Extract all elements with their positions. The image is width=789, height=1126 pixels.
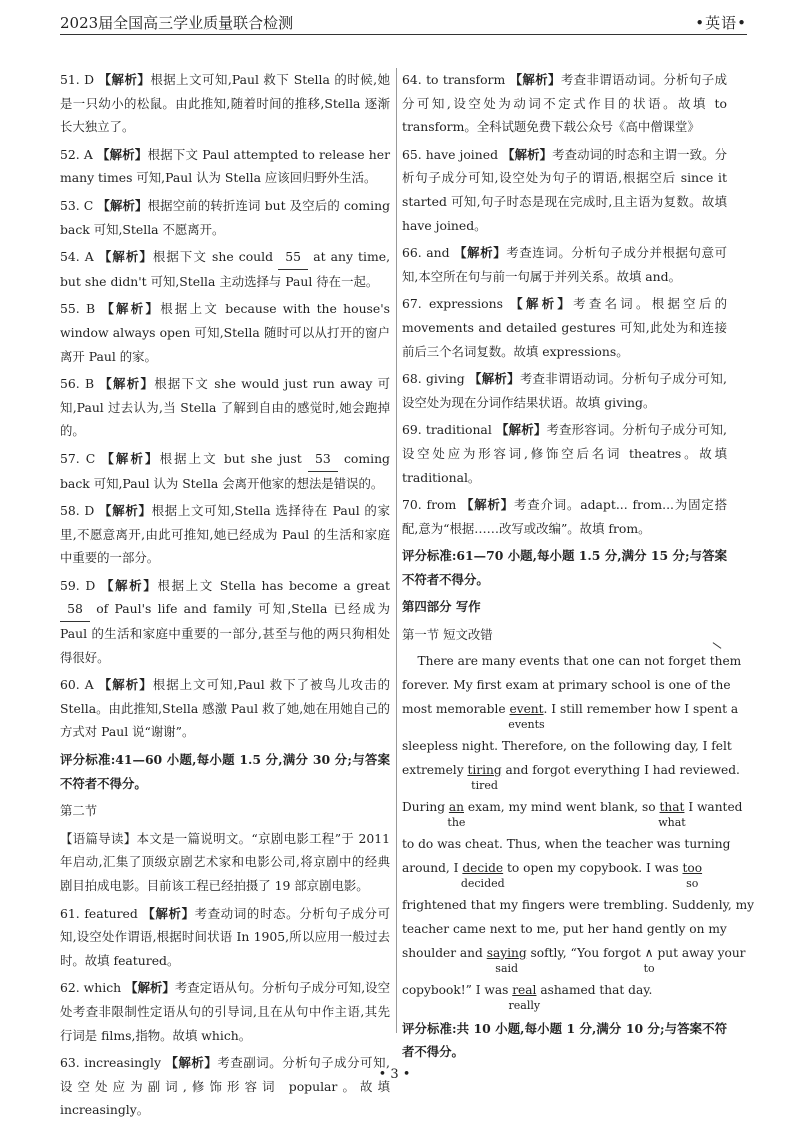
- correction: tiring tired: [467, 762, 502, 792]
- blank-ref: 53: [308, 447, 338, 472]
- correction: saying said: [486, 945, 527, 975]
- answer-58: 58. D 【解析】根据上文可知,Stella 选择待在 Paul 的家里,不愿意离开,由此可推知,她已经成为 Paul 的生活和家庭中重要的一部分。: [60, 503, 390, 566]
- essay-line: There are many events that one can not forget them: [402, 651, 727, 675]
- correction: too so: [682, 860, 703, 890]
- answer-68: 68. giving 【解析】考查非谓语动词。分析句子成分可知,设空处为现在分词作结果状语。故填 giving。: [402, 371, 727, 410]
- essay-line: shoulder and saying said softly, “You forgot ∧ to put away your: [402, 943, 727, 980]
- answer-64: 64. to transform 【解析】考查非谓语动词。分析句子成分可知,设空处为动词不定式作目的状语。故填 to transform。全科试题免费下载公众号《高中僧课堂》: [402, 72, 728, 135]
- error-correction-essay: [402, 651, 755, 1017]
- reading-guide: 【语篇导读】本文是一篇说明文。“京剧电影工程”于 2011 年启动,汇集了顶级京剧艺术家和电影公司,将京剧中的经典剧目拍成电影。目前该工程已经拍摄了 19 部京剧电影。: [60, 830, 390, 893]
- answer-60: 60. A 【解析】根据上文可知,Paul 救下了被鸟儿攻击的 Stella。由此推知,Stella 感激 Paul 救了她,她在用她自己的方式对 Paul 说“谢谢”。: [60, 677, 391, 740]
- left-column: [60, 68, 390, 1126]
- answer-65: 65. have joined 【解析】考查动词的时态和主谓一致。分析句子成分可知,设空处为句子的谓语,根据空后 since it started 可知,句子时态是现在完成时,且主语为复数。故填 have joined。: [402, 146, 728, 233]
- essay-line: copybook!” I was real really ashamed that day.: [402, 980, 727, 1017]
- score-standard-3: 评分标准:共 10 小题,每小题 1 分,满分 10 分;与答案不符者不得分。: [402, 1020, 727, 1060]
- essay-line: sleepless night. Therefore, on the following day, I felt: [402, 738, 732, 753]
- insertion: ∧ to: [643, 945, 655, 975]
- answer-63: 63. increasingly 【解析】考查副词。分析句子成分可知,设空处应为副词,修饰形容词 popular。故填 increasingly。: [60, 1055, 390, 1118]
- essay-line: most memorable event events . I still remember how I spent a: [402, 699, 727, 736]
- right-column: [402, 68, 755, 1068]
- essay-line: teacher came next to me, put her hand gently on my: [402, 921, 727, 936]
- correction: that what: [658, 799, 686, 829]
- deleted-word: them: [710, 651, 742, 671]
- answer-61: 61. featured 【解析】考查动词的时态。分析句子成分可知,设空处作谓语,根据时间状语 In 1905,所以应用一般过去时。故填 featured。: [60, 905, 390, 968]
- essay-line: around, I decide decided to open my copybook. I was too so: [402, 858, 727, 895]
- section-2-title: 第二节: [60, 803, 98, 819]
- score-standard-1: 评分标准:41—60 小题,每小题 1.5 分,满分 30 分;与答案不符者不得分。: [60, 752, 390, 791]
- answer-70: 70. from 【解析】考查介词。adapt... from...为固定搭配,意为“根据……改写或改编”。故填 from。: [402, 497, 727, 536]
- blank-ref: 55: [278, 245, 308, 270]
- correction: real really: [508, 982, 541, 1012]
- essay-line: During an the exam, my mind went blank, so that what I wanted: [402, 797, 727, 834]
- answer-54: 54. A 【解析】根据下文 she could 55 at any time, but she didn't 可知,Stella 主动选择与 Paul 待在一起。: [60, 245, 390, 293]
- exam-title: 2023届全国高三学业质量联合检测: [60, 14, 294, 32]
- part-4-title: 第四部分 写作: [402, 599, 481, 615]
- answer-69: 69. traditional 【解析】考查形容词。分析句子成分可知,设空处应为形容词,修饰空后名词 theatres。故填 traditional。: [402, 422, 727, 485]
- correction: decide decided: [460, 860, 505, 890]
- correction: event events: [508, 701, 545, 731]
- answer-56: 56. B 【解析】根据下文 she would just run away 可知,Paul 过去认为,当 Stella 了解到自由的感觉时,她会跑掉的。: [60, 376, 391, 439]
- subject-label: •英语•: [695, 14, 747, 32]
- answer-52: 52. A 【解析】根据下文 Paul attempted to release her many times 可知,Paul 认为 Stella 应该回归野外生活。: [60, 146, 391, 186]
- answer-51: 51. D 【解析】根据上文可知,Paul 救下 Stella 的时候,她是一只幼小的松鼠。由此推知,随着时间的推移,Stella 逐渐长大独立了。: [60, 72, 390, 135]
- page-header: [60, 8, 747, 35]
- essay-line: frightened that my fingers were trembling. Suddenly, my: [402, 897, 755, 912]
- essay-line: extremely tiring tired and forgot everything I had reviewed.: [402, 760, 727, 797]
- column-divider: [396, 68, 397, 1033]
- blank-ref: 58: [60, 597, 90, 622]
- score-standard-2: 评分标准:61—70 小题,每小题 1.5 分,满分 15 分;与答案不符者不得分。: [402, 548, 727, 587]
- answer-66: 66. and 【解析】考查连词。分析句子成分并根据句意可知,本空所在句与前一句属于并列关系。故填 and。: [402, 245, 727, 284]
- answer-55: 55. B 【解析】根据上文 because with the house's window always open 可知,Stella 随时可以从打开的窗户离开 Paul 的家。: [60, 301, 391, 364]
- answer-53: 53. C 【解析】根据空前的转折连词 but 及空后的 coming back 可知,Stella 不愿离开。: [60, 197, 391, 237]
- essay-line: to do was cheat. Thus, when the teacher was turning: [402, 836, 731, 851]
- answer-57: 57. C 【解析】根据上文 but she just 53 coming back 可知,Paul 认为 Stella 会离开他家的想法是错误的。: [60, 447, 390, 495]
- answer-62: 62. which 【解析】考查定语从句。分析句子成分可知,设空处考查非限制性定语从句的引导词,且在从句中作主语,其先行词是 films,指物。故填 which。: [60, 980, 390, 1043]
- answer-59: 59. D 【解析】根据上文 Stella has become a great 58 of Paul's life and family 可知,Stella 已经成为 Paul 的生活和家庭中重要的一部分,甚至与他的两只狗相处得很好。: [60, 577, 390, 665]
- section-1-title: 第一节 短文改错: [402, 627, 493, 643]
- page-number: • 3 •: [378, 1067, 411, 1082]
- correction: an the: [447, 799, 466, 829]
- answer-67: 67. expressions 【解析】考查名词。根据空后的 movements and detailed gestures 可知,此处为和连接前后三个名词复数。故填 expressions。: [402, 296, 728, 359]
- essay-line: forever. My first exam at primary school is one of the: [402, 677, 731, 692]
